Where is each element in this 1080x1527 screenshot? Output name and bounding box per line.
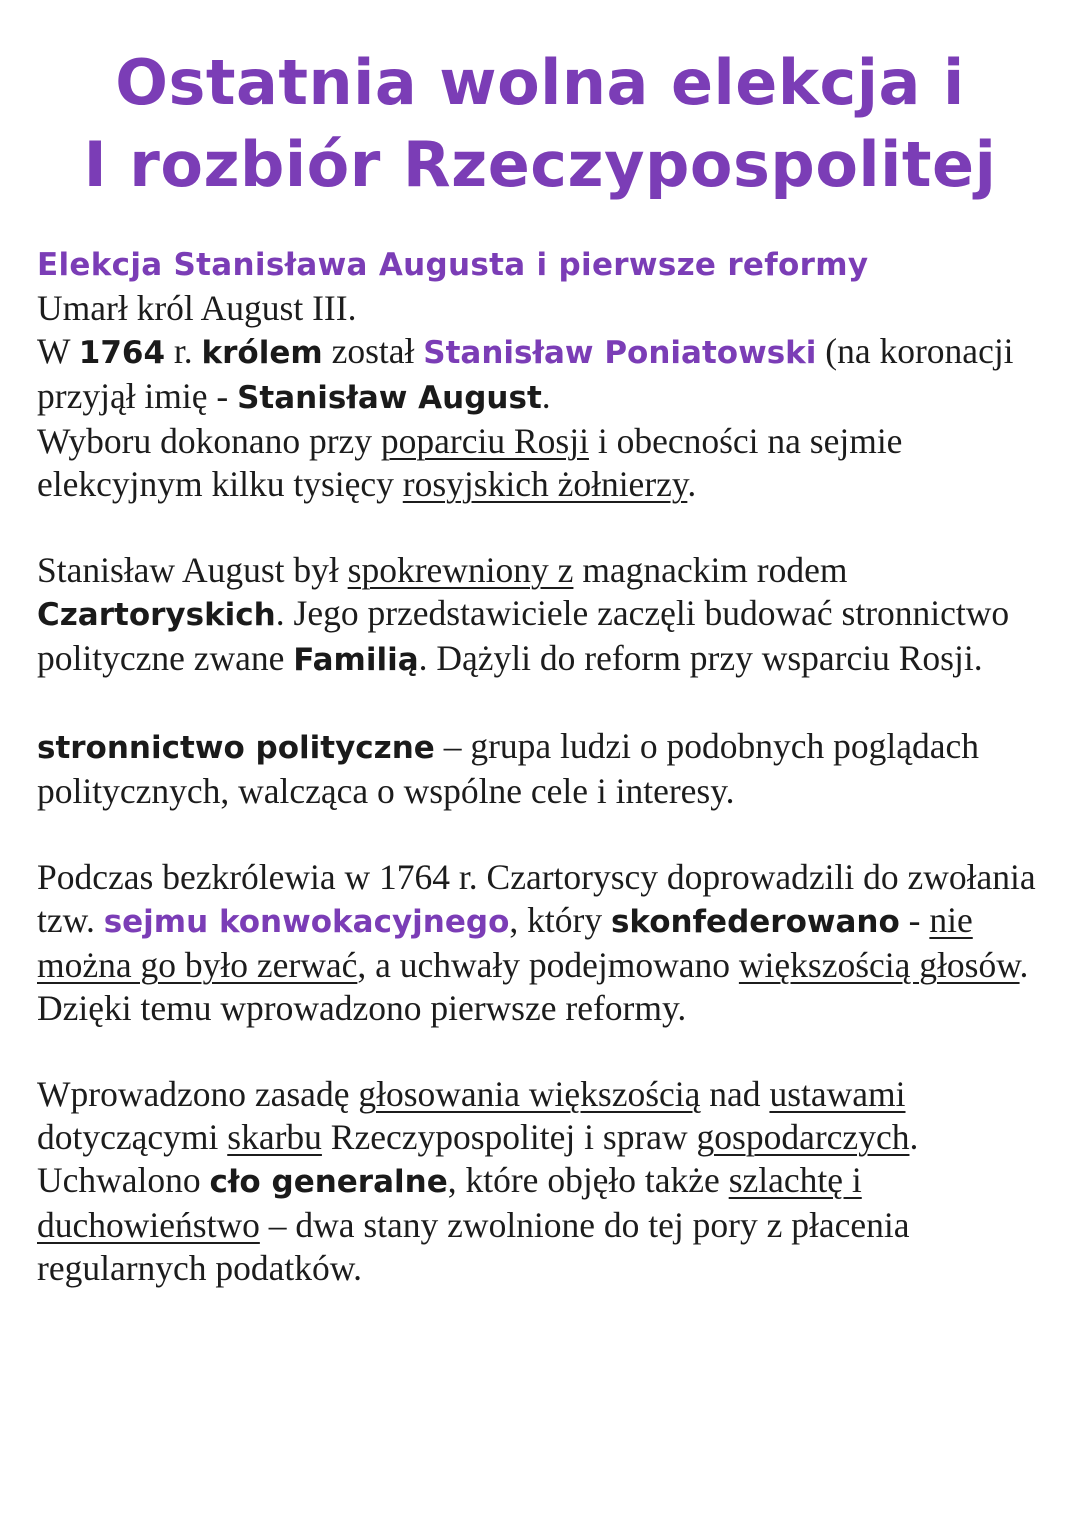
underlined-russia-support: poparciu Rosji — [380, 421, 589, 461]
text: Stanisław August był — [37, 550, 348, 590]
year-1764: 1764 — [78, 335, 166, 371]
general-duty-term: cło generalne — [209, 1164, 448, 1200]
confederated-term: skonfederowano — [610, 904, 900, 940]
underlined-laws: ustawami — [769, 1074, 906, 1114]
text: został — [322, 331, 424, 371]
document-body — [37, 242, 1067, 1290]
text: W — [37, 331, 79, 371]
text: Rzeczypospolitej i spraw — [321, 1117, 697, 1157]
underlined-nobility-clergy: szlachtę i duchowieństwo — [37, 1160, 862, 1245]
text: (na koronacji przyjął imię - — [37, 331, 1014, 416]
spacer — [37, 1030, 1067, 1073]
title-line-2: I rozbiór Rzeczypospolitej — [83, 128, 997, 201]
text: Wprowadzono zasadę — [37, 1074, 359, 1114]
definition-political-faction — [37, 725, 1067, 813]
royal-name: Stanisław August — [237, 380, 542, 416]
text: , który — [509, 900, 611, 940]
text: . Jego przedstawiciele zaczęli budować stronnictwo polityczne zwane — [37, 593, 1010, 678]
underlined-cannot-break: nie można go było zerwać — [37, 900, 973, 985]
text: i obecności na sejmie elekcyjnym kilku tysięcy — [37, 421, 903, 504]
paragraph-king-death: Umarł król August III. — [37, 288, 357, 328]
text: , które objęło także — [447, 1160, 729, 1200]
section-heading-text: Elekcja Stanisława Augusta i pierwsze reformy — [37, 247, 869, 283]
czartoryski-name: Czartoryskich — [37, 597, 276, 633]
familia-term: Familią — [293, 642, 419, 678]
text: Uchwalono — [37, 1160, 210, 1200]
text: . Dążyli do reform przy wsparciu Rosji. — [418, 638, 983, 678]
underlined-economic: gospodarczych — [696, 1117, 910, 1157]
definition-text: – grupa ludzi o podobnych poglądach politycznych, walcząca o wspólne cele i interesy. — [37, 726, 980, 811]
paragraph-general-duty — [37, 1159, 1067, 1290]
paragraph-russia-support — [37, 420, 1067, 506]
underlined-related: spokrewniony z — [347, 550, 574, 590]
paragraph-majority-voting — [37, 1073, 1067, 1159]
underlined-majority-voting: głosowania większością — [358, 1074, 701, 1114]
text: . — [687, 464, 697, 504]
definition-term: stronnictwo polityczne — [37, 730, 435, 766]
text: r. — [165, 331, 202, 371]
text: nad — [700, 1074, 770, 1114]
underlined-russian-soldiers: rosyjskich żołnierzy — [402, 464, 688, 504]
text: Wyboru dokonano przy — [37, 421, 381, 461]
section-heading — [37, 242, 1067, 287]
convocation-sejm-term: sejmu konwokacyjnego — [103, 904, 510, 940]
king-term: królem — [201, 335, 323, 371]
text: . — [909, 1117, 919, 1157]
spacer — [37, 813, 1067, 856]
paragraph-convocation-sejm — [37, 856, 1067, 1030]
king-name: Stanisław Poniatowski — [423, 335, 817, 371]
spacer — [37, 506, 1067, 549]
text: – dwa stany zwolnione do tej pory z płacenia regularnych podatków. — [37, 1205, 910, 1288]
title-line-1: Ostatnia wolna elekcja i — [115, 46, 965, 119]
spacer — [37, 682, 1067, 725]
text: magnackim rodem — [573, 550, 848, 590]
text: dotyczącymi — [37, 1117, 228, 1157]
text: Podczas bezkrólewia w 1764 r. Czartoryscy doprowadzili do zwołania tzw. — [37, 857, 1036, 940]
paragraph-election — [37, 330, 1067, 420]
text: . Dzięki temu wprowadzono pierwsze reformy. — [37, 945, 1029, 1028]
text: . — [541, 376, 551, 416]
text: - — [899, 900, 930, 940]
underlined-treasury: skarbu — [227, 1117, 322, 1157]
underlined-majority-votes: większością głosów — [738, 945, 1020, 985]
text: , a uchwały podejmowano — [357, 945, 739, 985]
page-title — [0, 42, 1080, 206]
paragraph-czartoryski — [37, 549, 1067, 682]
